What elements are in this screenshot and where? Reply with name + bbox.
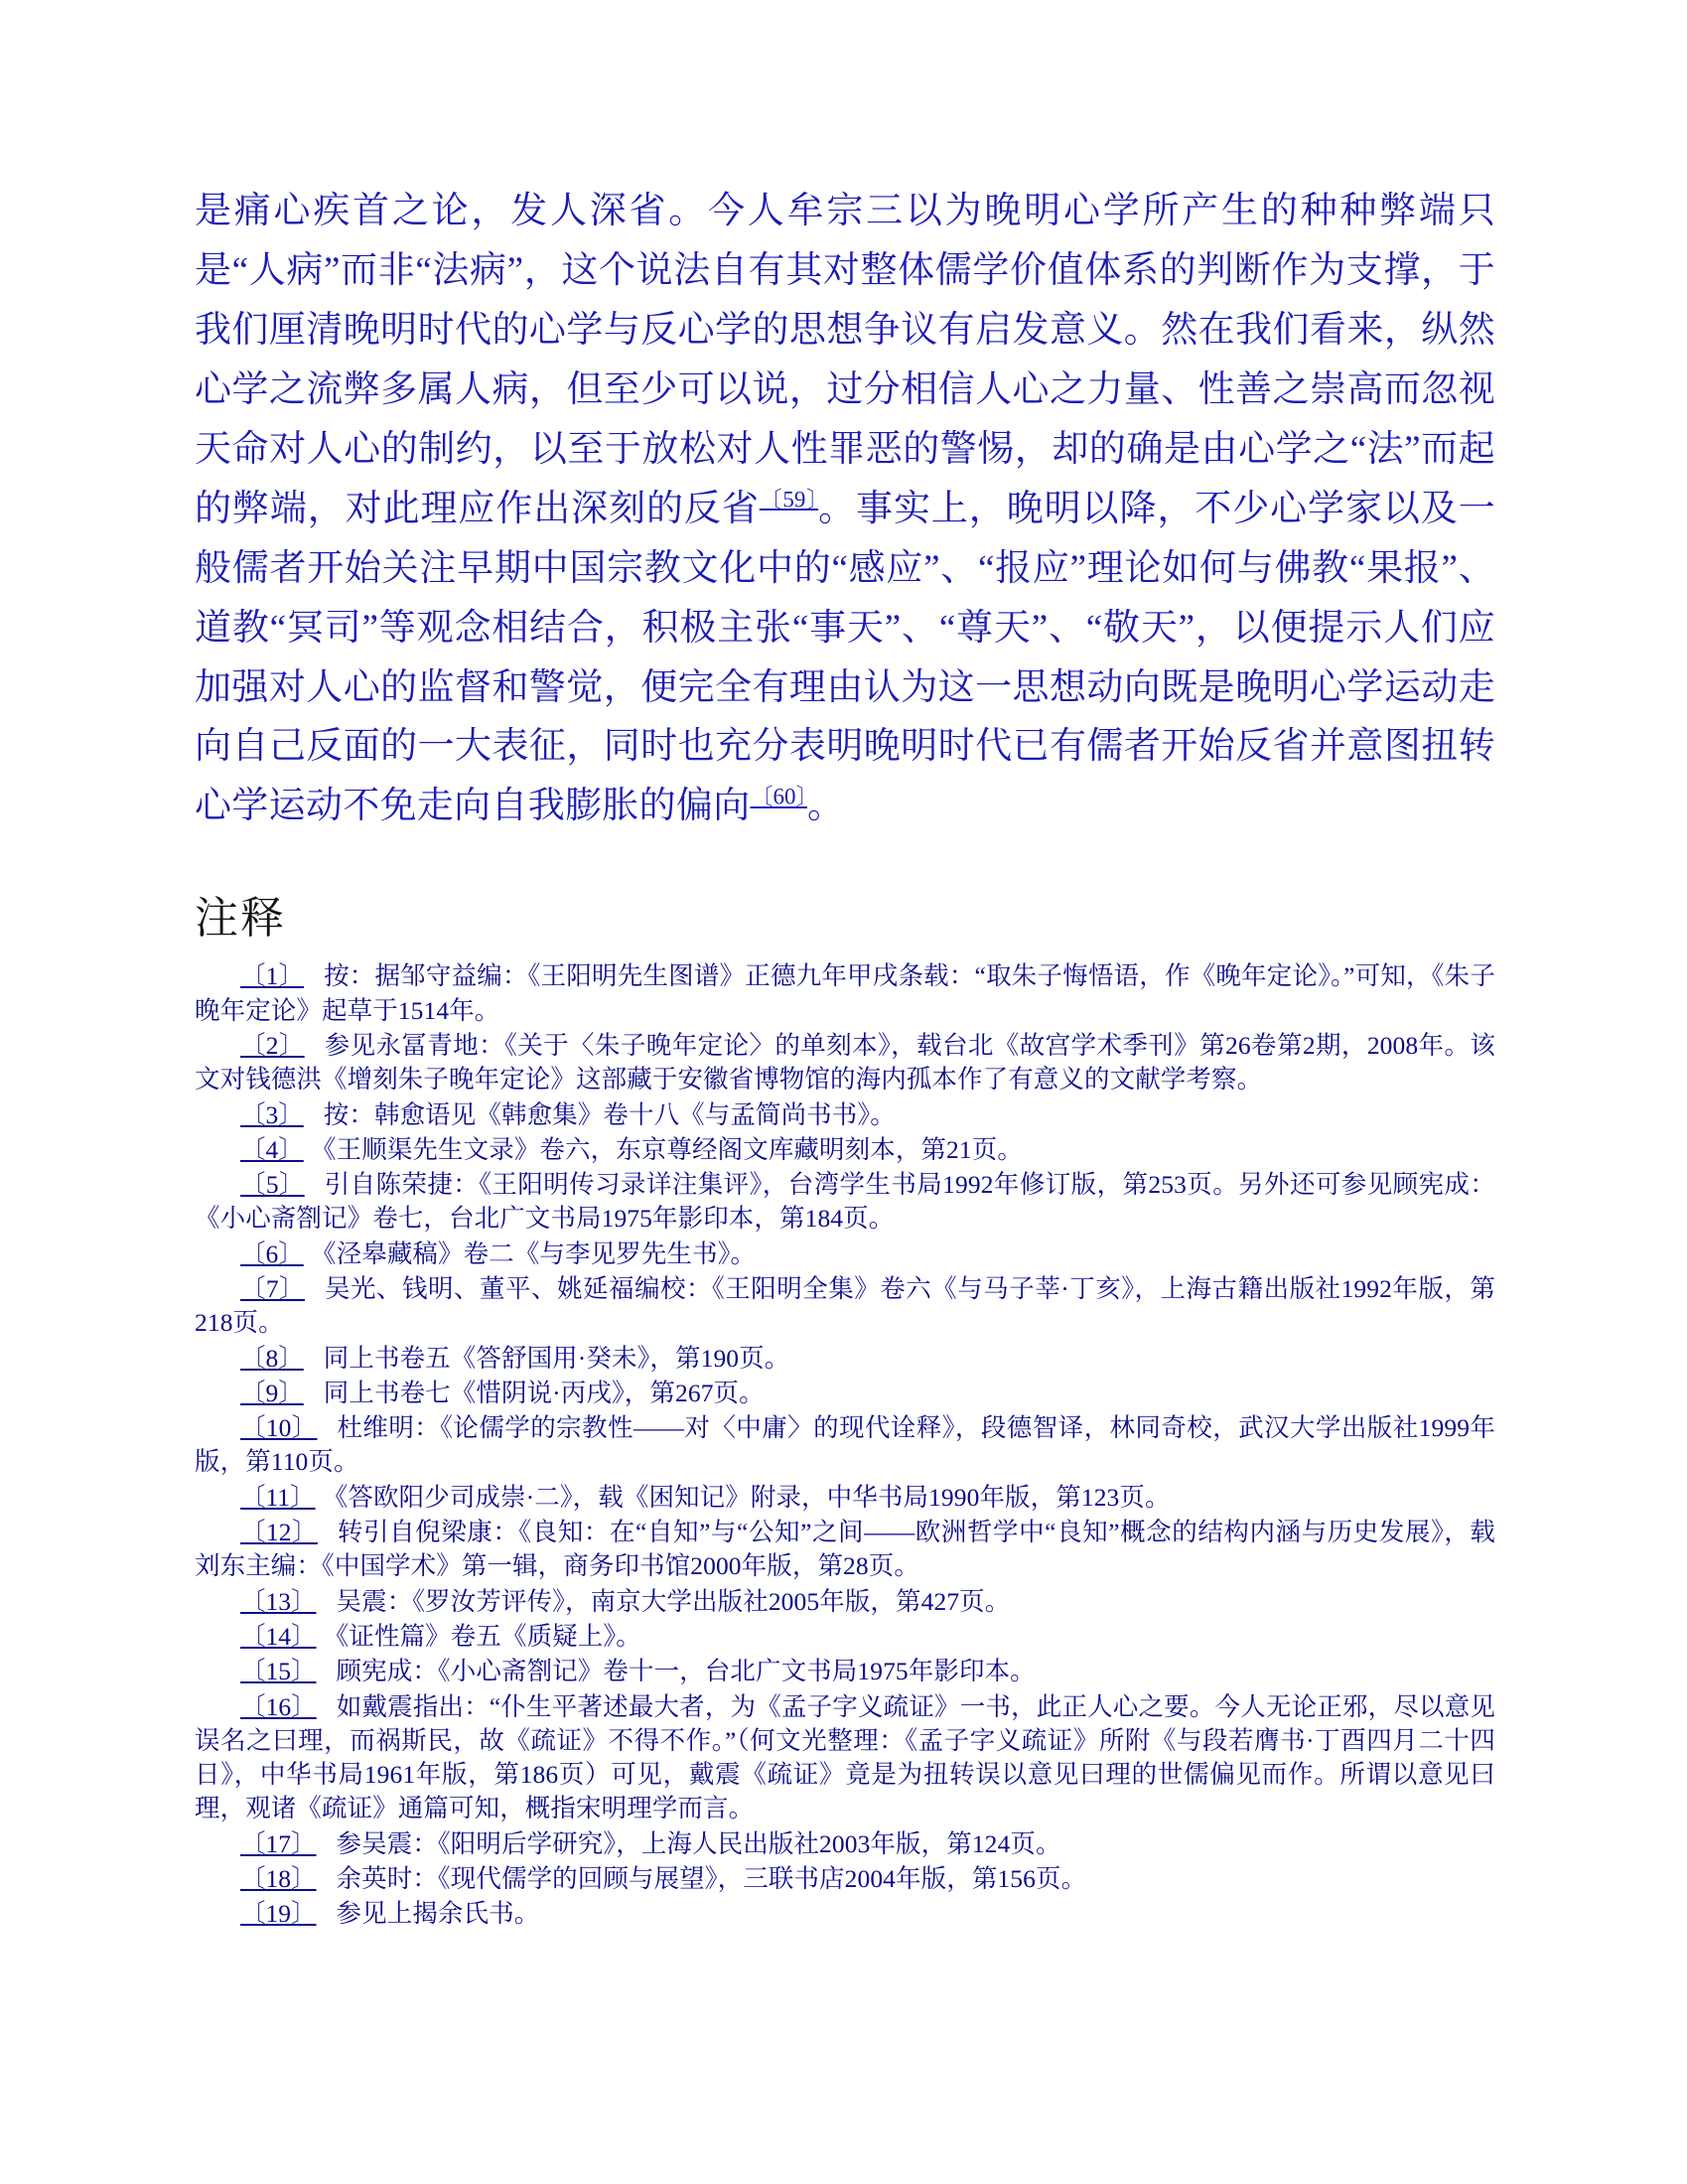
- notes-section-heading: 注释: [195, 894, 286, 944]
- note-item: [195, 1620, 1495, 1654]
- body-paragraph-part-3: 。: [807, 786, 845, 827]
- note-item: [195, 1827, 1495, 1861]
- note-text: 余英时：《现代儒学的回顾与展望》，三联书店2004年版，第156页。: [336, 1864, 1087, 1894]
- note-item: [195, 1897, 1495, 1931]
- note-item: [195, 1862, 1495, 1896]
- note-text: 参见永冨青地：《关于〈朱子晚年定论〉的单刻本》，载台北《故宫学术季刊》第26卷第2期，2008年。该文对钱德洪《增刻朱子晚年定论》这部藏于安徽省博物馆的海内孤本作了有意义的文献学考察。: [195, 1030, 1495, 1094]
- note-text: 《王顺渠先生文录》卷六，东京尊经阁文库藏明刻本，第21页。: [323, 1134, 1023, 1164]
- note-text: 参见上揭余氏书。: [336, 1899, 540, 1929]
- footnote-marker-60[interactable]: 〔60〕: [750, 785, 807, 810]
- note-item: [195, 959, 1495, 1028]
- page-content: [195, 182, 1495, 1933]
- note-item: [195, 1133, 1495, 1167]
- note-text: 《证性篇》卷五《质疑上》。: [336, 1621, 641, 1651]
- note-number[interactable]: 〔3〕: [240, 1099, 304, 1129]
- note-number[interactable]: 〔10〕: [240, 1413, 318, 1443]
- note-number[interactable]: 〔7〕: [240, 1273, 305, 1303]
- note-item: [195, 1238, 1495, 1271]
- note-number[interactable]: 〔4〕: [240, 1134, 304, 1164]
- note-text: 杜维明：《论儒学的宗教性——对〈中庸〉的现代诠释》，段德智译，林同奇校，武汉大学出版社1999年版，第110页。: [195, 1413, 1495, 1477]
- note-item: [195, 1168, 1495, 1237]
- note-number[interactable]: 〔19〕: [240, 1899, 317, 1929]
- note-text: 参吴震：《阳明后学研究》，上海人民出版社2003年版，第124页。: [336, 1828, 1061, 1858]
- note-item: [195, 1481, 1495, 1515]
- note-text: 吴震：《罗汝芳评传》，南京大学出版社2005年版，第427页。: [336, 1586, 1011, 1616]
- note-number[interactable]: 〔2〕: [240, 1030, 305, 1060]
- notes-list: [195, 959, 1495, 1931]
- note-text: 同上书卷七《惜阴说·丙戌》，第267页。: [323, 1378, 765, 1407]
- note-text: 同上书卷五《答舒国用·癸未》，第190页。: [323, 1343, 790, 1373]
- note-text: 引自陈荣捷：《王阳明传习录详注集评》，台湾学生书局1992年修订版，第253页。另外还可参见顾宪成：《小心斋劄记》卷七，台北广文书局1975年影印本，第184页。: [195, 1170, 1495, 1234]
- note-item: [195, 1516, 1495, 1584]
- note-item: [195, 1411, 1495, 1480]
- note-number[interactable]: 〔14〕: [240, 1621, 317, 1651]
- note-number[interactable]: 〔5〕: [240, 1170, 305, 1200]
- note-text: 《泾皋藏稿》卷二《与李见罗先生书》。: [323, 1238, 757, 1268]
- note-item: [195, 1690, 1495, 1826]
- note-item: [195, 1342, 1495, 1376]
- note-number[interactable]: 〔11〕: [240, 1482, 316, 1512]
- body-paragraph-part-2: 。事实上，晚明以降，不少心学家以及一般儒者开始关注早期中国宗教文化中的“感应”、“报应”理论如何与佛教“果报”、道教“冥司”等观念相结合，积极主张“事天”、“尊天”、“敬天”，以便提示人们应加强对人心的监督和警觉，便完全有理由认为这一思想动向既是晚明心学运动走向自己反面的一大表征，同时也充分表明晚明时代已有儒者开始反省并意图扭转心学运动不免走向自我膨胀的偏向: [195, 488, 1496, 827]
- note-item: [195, 1377, 1495, 1410]
- note-number[interactable]: 〔18〕: [240, 1864, 317, 1894]
- note-number[interactable]: 〔9〕: [240, 1378, 304, 1407]
- note-text: 如戴震指出：“仆生平著述最大者，为《孟子字义疏证》一书，此正人心之要。今人无论正邪，尽以意见误名之曰理，而祸斯民，故《疏证》不得不作。”（何文光整理：《孟子字义疏证》所附《与段若膺书·丁酉四月二十四日》，中华书局1961年版，第186页）可见，戴震《疏证》竟是为扭转误以意见曰理的世儒偏见而作。所谓以意见曰理，观诸《疏证》通篇可知，概指宋明理学而言。: [195, 1691, 1495, 1823]
- note-number[interactable]: 〔8〕: [240, 1343, 304, 1373]
- note-number[interactable]: 〔13〕: [240, 1586, 317, 1616]
- note-number[interactable]: 〔12〕: [240, 1518, 318, 1547]
- footnote-marker-59[interactable]: 〔59〕: [759, 487, 819, 512]
- note-item: [195, 1098, 1495, 1132]
- note-item: [195, 1029, 1495, 1097]
- note-text: 顾宪成：《小心斋劄记》卷十一，台北广文书局1975年影印本。: [336, 1657, 1036, 1686]
- note-number[interactable]: 〔6〕: [240, 1238, 304, 1268]
- note-number[interactable]: 〔15〕: [240, 1657, 317, 1686]
- note-text: 按：韩愈语见《韩愈集》卷十八《与孟简尚书书》。: [323, 1099, 896, 1129]
- note-item: [195, 1585, 1495, 1619]
- body-paragraph: [195, 182, 1495, 836]
- note-item: [195, 1272, 1495, 1341]
- body-paragraph-part-1: 是痛心疾首之论，发人深省。今人牟宗三以为晚明心学所产生的种种弊端只是“人病”而非“法病”，这个说法自有其对整体儒学价值体系的判断作为支撑，于我们厘清晚明时代的心学与反心学的思想争议有启发意义。然在我们看来，纵然心学之流弊多属人病，但至少可以说，过分相信人心之力量、性善之崇高而忽视天命对人心的制约，以至于放松对人性罪恶的警惕，却的确是由心学之“法”而起的弊端，对此理应作出深刻的反省: [195, 191, 1495, 529]
- note-item: [195, 1655, 1495, 1688]
- note-text: 吴光、钱明、董平、姚延福编校：《王阳明全集》卷六《与马子莘·丁亥》，上海古籍出版社1992年版，第218页。: [195, 1273, 1495, 1338]
- note-number[interactable]: 〔16〕: [240, 1691, 317, 1721]
- note-text: 转引自倪梁康：《良知：在“自知”与“公知”之间——欧洲哲学中“良知”概念的结构内涵与历史发展》，载刘东主编：《中国学术》第一辑，商务印书馆2000年版，第28页。: [195, 1518, 1495, 1581]
- note-text: 按：据邹守益编：《王阳明先生图谱》正德九年甲戌条载：“取朱子悔悟语，作《晚年定论》。”可知，《朱子晚年定论》起草于1514年。: [195, 961, 1495, 1025]
- note-number[interactable]: 〔1〕: [240, 961, 305, 991]
- note-number[interactable]: 〔17〕: [240, 1828, 317, 1858]
- note-text: 《答欧阳少司成崇·二》，载《困知记》附录，中华书局1990年版，第123页。: [335, 1482, 1171, 1512]
